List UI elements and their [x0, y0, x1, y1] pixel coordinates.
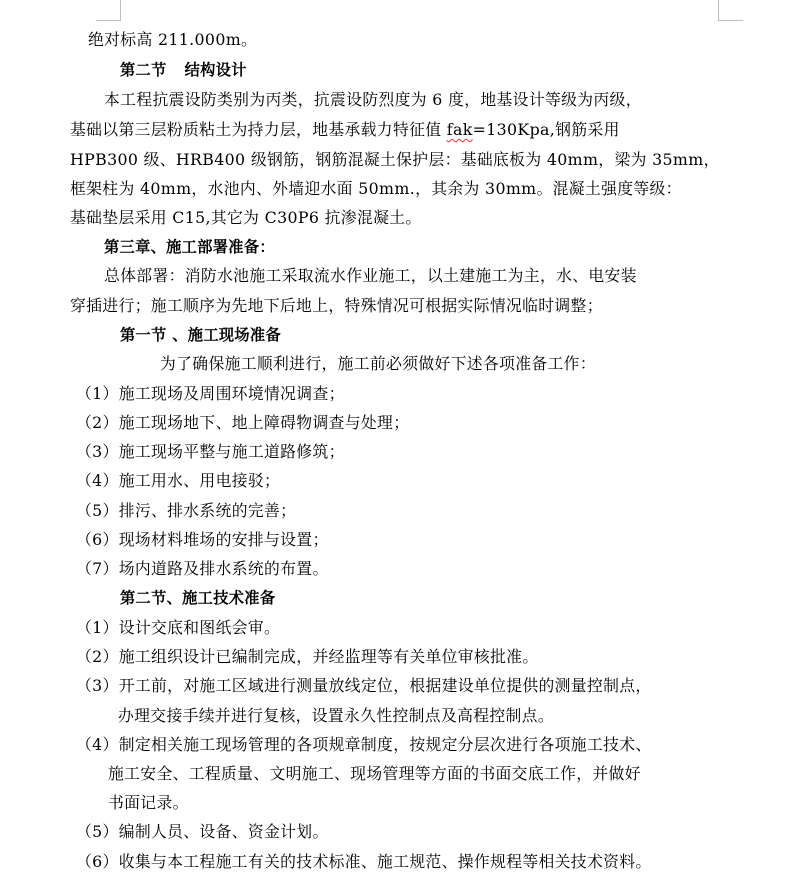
crop-mark-right — [718, 0, 743, 21]
paragraph-line — [70, 120, 620, 140]
paragraph-line: 穿插进行；施工顺序为先地下后地上，特殊情况可根据实际情况临时调整； — [70, 296, 603, 315]
text-run: 基础以第三层粉质粘土为持力层，地基承载力特征值 — [70, 120, 447, 139]
section-heading: 第二节、施工技术准备 — [120, 589, 276, 607]
list-item: （3）开工前，对施工区域进行测量放线定位，根据建设单位提供的测量控制点， — [76, 676, 652, 695]
list-item-continuation: 办理交接手续并进行复核，设置永久性控制点及高程控制点。 — [118, 706, 554, 725]
paragraph-line: 框架柱为 40mm，水池内、外墙迎水面 50mm.，其余为 30mm。混凝土强度等级： — [70, 179, 682, 198]
list-item: （7）场内道路及排水系统的布置。 — [76, 559, 329, 578]
paragraph-line: HPB300 级、HRB400 级钢筋，钢筋混凝土保护层：基础底板为 40mm，梁为 35mm， — [70, 150, 720, 169]
list-item: （6）现场材料堆场的安排与设置； — [76, 530, 329, 549]
text-line: 绝对标高 211.000m。 — [88, 30, 258, 49]
paragraph-line: 基础垫层采用 C15,其它为 C30P6 抗渗混凝土。 — [70, 208, 422, 227]
list-item: （5）排污、排水系统的完善； — [76, 501, 297, 520]
spellcheck-term: fak — [446, 120, 473, 139]
list-item: （2）施工现场地下、地上障碍物调查与处理； — [76, 413, 410, 432]
section-title: 结构设计 — [184, 61, 247, 79]
section-heading — [120, 60, 247, 80]
list-item: （1）施工现场及周围环境情况调查； — [76, 384, 345, 403]
section-number: 第二节 — [120, 61, 167, 79]
list-item: （5）编制人员、设备、资金计划。 — [76, 822, 329, 841]
section-heading: 第一节 、施工现场准备 — [120, 326, 282, 344]
paragraph-line: 本工程抗震设防类别为丙类，抗震设防烈度为 6 度，地基设计等级为丙级， — [104, 90, 642, 109]
paragraph-line: 为了确保施工顺利进行，施工前必须做好下述各项准备工作： — [160, 354, 596, 373]
crop-mark-left — [96, 0, 121, 21]
list-item: （2）施工组织设计已编制完成，并经监理等有关单位审核批准。 — [76, 647, 539, 666]
list-item-continuation: 施工安全、工程质量、文明施工、现场管理等方面的书面交底工作，并做好 — [108, 764, 641, 783]
list-item: （4）施工用水、用电接驳； — [76, 471, 281, 490]
list-item: （1）设计交底和图纸会审。 — [76, 618, 281, 637]
paragraph-line: 总体部署：消防水池施工采取流水作业施工，以土建施工为主，水、电安装 — [104, 266, 637, 285]
list-item-continuation: 书面记录。 — [108, 793, 189, 812]
chapter-heading: 第三章、施工部署准备： — [104, 238, 275, 256]
list-item: （6）收集与本工程施工有关的技术标准、施工规范、操作规程等相关技术资料。 — [76, 852, 652, 871]
text-run: =130Kpa,钢筋采用 — [472, 120, 620, 139]
list-item: （4）制定相关施工现场管理的各项规章制度，按规定分层次进行各项施工技术、 — [76, 735, 652, 754]
list-item: （3）施工现场平整与施工道路修筑； — [76, 442, 345, 461]
